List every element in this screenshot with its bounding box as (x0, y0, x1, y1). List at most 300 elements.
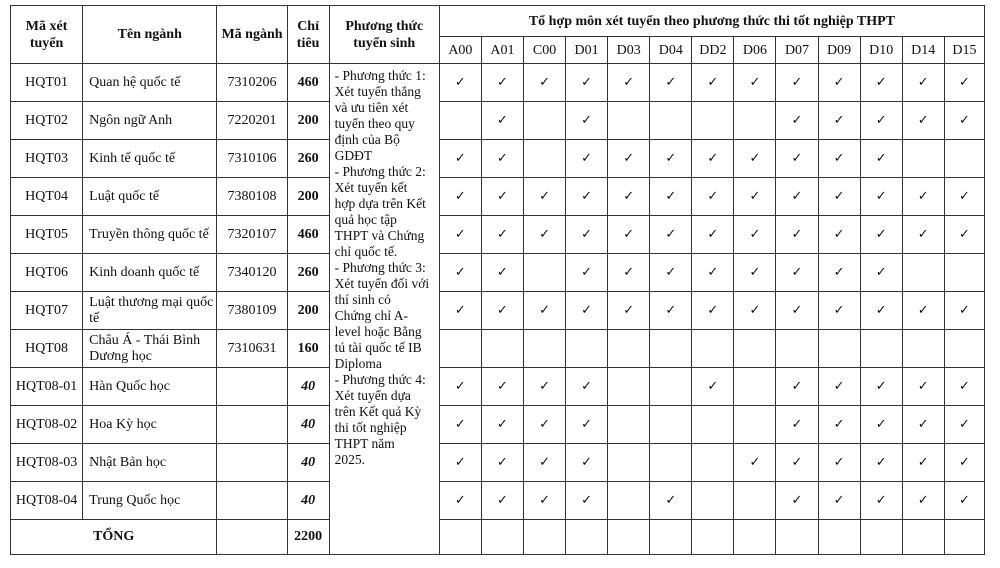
check-icon: ✓ (791, 188, 803, 204)
check-cell-d04 (650, 406, 692, 444)
check-cell-d14 (902, 292, 944, 330)
check-cell-c00 (524, 102, 566, 140)
check-icon: ✓ (581, 264, 593, 280)
table-row (11, 64, 985, 102)
row-quota: 200 (287, 292, 329, 330)
check-cell-a00 (439, 368, 481, 406)
check-cell-c00 (524, 292, 566, 330)
row-name: Ngôn ngữ Anh (83, 102, 217, 140)
check-icon: ✓ (917, 416, 929, 432)
row-name: Quan hệ quốc tế (83, 64, 217, 102)
check-cell-a01 (481, 178, 523, 216)
check-icon: ✓ (581, 492, 593, 508)
check-icon: ✓ (958, 492, 970, 508)
total-cell-a01 (481, 520, 523, 555)
check-icon: ✓ (707, 150, 719, 166)
check-cell-a01 (481, 368, 523, 406)
combo-header-a00: A00 (439, 37, 481, 64)
check-icon: ✓ (833, 150, 845, 166)
total-cell-d06 (734, 520, 776, 555)
combo-header-d04: D04 (650, 37, 692, 64)
check-icon: ✓ (454, 150, 466, 166)
header-quota: Chỉ tiêu (287, 6, 329, 64)
check-icon: ✓ (665, 150, 677, 166)
check-cell-dd2 (692, 330, 734, 368)
check-cell-a01 (481, 102, 523, 140)
check-cell-d03 (608, 64, 650, 102)
method-line: thí sinh có (334, 292, 391, 307)
check-icon: ✓ (791, 302, 803, 318)
method-line: Diploma (334, 356, 382, 371)
check-cell-dd2 (692, 140, 734, 178)
row-code: HQT06 (11, 254, 83, 292)
check-icon: ✓ (917, 188, 929, 204)
check-icon: ✓ (623, 150, 635, 166)
check-cell-d03 (608, 292, 650, 330)
method-line: hợp dựa trên Kết (334, 196, 426, 211)
total-empty (217, 520, 287, 555)
check-icon: ✓ (454, 454, 466, 470)
check-cell-d09 (818, 140, 860, 178)
check-icon: ✓ (958, 112, 970, 128)
check-cell-c00 (524, 140, 566, 178)
check-cell-d10 (860, 292, 902, 330)
check-cell-a00 (439, 292, 481, 330)
row-code: HQT08-02 (11, 406, 83, 444)
check-icon: ✓ (665, 226, 677, 242)
method-line: Xét tuyển dựa (334, 388, 411, 403)
row-name: Hàn Quốc học (83, 368, 217, 406)
check-cell-d10 (860, 102, 902, 140)
check-icon: ✓ (791, 226, 803, 242)
check-cell-d07 (776, 64, 818, 102)
check-cell-a00 (439, 444, 481, 482)
check-cell-d04 (650, 330, 692, 368)
check-cell-c00 (524, 444, 566, 482)
row-quota: 40 (287, 368, 329, 406)
check-cell-d15 (944, 178, 984, 216)
method-line: thi tốt nghiệp (334, 420, 407, 435)
check-cell-d14 (902, 216, 944, 254)
check-cell-d07 (776, 140, 818, 178)
method-line: THPT và Chứng (334, 228, 425, 243)
check-cell-d15 (944, 368, 984, 406)
check-cell-d15 (944, 254, 984, 292)
check-icon: ✓ (707, 302, 719, 318)
check-cell-d01 (566, 406, 608, 444)
combo-header-d06: D06 (734, 37, 776, 64)
check-cell-d01 (566, 482, 608, 520)
admission-table (10, 5, 985, 555)
check-icon: ✓ (749, 302, 761, 318)
check-cell-c00 (524, 368, 566, 406)
check-icon: ✓ (707, 264, 719, 280)
check-icon: ✓ (833, 264, 845, 280)
check-cell-d07 (776, 482, 818, 520)
combo-header-d01: D01 (566, 37, 608, 64)
check-icon: ✓ (497, 378, 508, 394)
check-icon: ✓ (875, 74, 887, 90)
row-code: HQT02 (11, 102, 83, 140)
check-icon: ✓ (454, 378, 466, 394)
check-cell-d15 (944, 482, 984, 520)
combo-header-d07: D07 (776, 37, 818, 64)
row-code: HQT04 (11, 178, 83, 216)
check-cell-d14 (902, 64, 944, 102)
table-row (11, 406, 985, 444)
method-line: Xét tuyển thẳng (334, 84, 421, 99)
method-line: 2025. (334, 452, 365, 467)
check-cell-d07 (776, 330, 818, 368)
table-row (11, 444, 985, 482)
method-line: - Phương thức 2: (334, 164, 426, 179)
check-icon: ✓ (539, 416, 550, 432)
check-icon: ✓ (497, 226, 508, 242)
check-cell-a00 (439, 254, 481, 292)
check-cell-d06 (734, 64, 776, 102)
combo-header-dd2: DD2 (692, 37, 734, 64)
row-major-code: 7310631 (217, 330, 287, 368)
check-cell-d06 (734, 444, 776, 482)
check-icon: ✓ (581, 416, 593, 432)
check-cell-d09 (818, 444, 860, 482)
check-icon: ✓ (917, 112, 929, 128)
total-label: TỔNG (11, 520, 217, 555)
check-icon: ✓ (749, 454, 761, 470)
check-cell-d03 (608, 254, 650, 292)
check-icon: ✓ (791, 112, 803, 128)
check-cell-d10 (860, 254, 902, 292)
check-icon: ✓ (454, 188, 466, 204)
check-cell-d09 (818, 254, 860, 292)
check-icon: ✓ (581, 188, 593, 204)
total-cell-d10 (860, 520, 902, 555)
check-cell-d04 (650, 444, 692, 482)
check-cell-c00 (524, 406, 566, 444)
check-cell-d09 (818, 368, 860, 406)
check-cell-d04 (650, 368, 692, 406)
row-major-code (217, 368, 287, 406)
check-icon: ✓ (917, 492, 929, 508)
check-cell-a00 (439, 178, 481, 216)
row-major-code (217, 482, 287, 520)
check-icon: ✓ (454, 74, 466, 90)
check-cell-dd2 (692, 102, 734, 140)
check-cell-d01 (566, 140, 608, 178)
check-cell-a00 (439, 482, 481, 520)
check-icon: ✓ (623, 302, 635, 318)
row-code: HQT08-03 (11, 444, 83, 482)
check-icon: ✓ (917, 378, 929, 394)
table-row (11, 330, 985, 368)
check-icon: ✓ (665, 264, 677, 280)
row-name: Hoa Kỳ học (83, 406, 217, 444)
check-icon: ✓ (623, 264, 635, 280)
check-icon: ✓ (833, 74, 845, 90)
check-icon: ✓ (833, 112, 845, 128)
check-cell-d07 (776, 102, 818, 140)
check-icon: ✓ (539, 226, 550, 242)
header-row-1 (11, 6, 985, 37)
check-icon: ✓ (917, 302, 929, 318)
check-cell-c00 (524, 64, 566, 102)
row-major-code: 7320107 (217, 216, 287, 254)
check-cell-a01 (481, 330, 523, 368)
row-major-code: 7380109 (217, 292, 287, 330)
row-code: HQT05 (11, 216, 83, 254)
check-cell-d09 (818, 178, 860, 216)
check-cell-d07 (776, 444, 818, 482)
check-icon: ✓ (958, 74, 970, 90)
check-cell-d09 (818, 330, 860, 368)
check-cell-a01 (481, 406, 523, 444)
row-name: Luật thương mại quốc tế (83, 292, 217, 330)
check-cell-d04 (650, 102, 692, 140)
row-code: HQT08 (11, 330, 83, 368)
check-cell-d15 (944, 292, 984, 330)
row-major-code: 7340120 (217, 254, 287, 292)
method-line: - Phương thức 3: (334, 260, 426, 275)
row-major-code: 7310206 (217, 64, 287, 102)
check-cell-d07 (776, 406, 818, 444)
table-body (11, 64, 985, 555)
check-cell-d04 (650, 482, 692, 520)
check-cell-d07 (776, 254, 818, 292)
check-cell-d14 (902, 406, 944, 444)
method-line: và ưu tiên xét (334, 100, 409, 115)
check-icon: ✓ (665, 74, 677, 90)
check-icon: ✓ (707, 378, 719, 394)
check-icon: ✓ (497, 492, 508, 508)
row-name: Nhật Bản học (83, 444, 217, 482)
check-icon: ✓ (581, 150, 593, 166)
check-cell-c00 (524, 330, 566, 368)
check-icon: ✓ (665, 188, 677, 204)
check-icon: ✓ (749, 150, 761, 166)
check-cell-d03 (608, 482, 650, 520)
row-code: HQT07 (11, 292, 83, 330)
check-cell-dd2 (692, 254, 734, 292)
check-icon: ✓ (958, 226, 970, 242)
row-quota: 260 (287, 254, 329, 292)
table-row (11, 178, 985, 216)
check-cell-d04 (650, 216, 692, 254)
check-cell-a00 (439, 140, 481, 178)
method-line: định của Bộ (334, 132, 400, 147)
check-icon: ✓ (791, 74, 803, 90)
check-cell-d01 (566, 254, 608, 292)
check-icon: ✓ (749, 226, 761, 242)
check-icon: ✓ (454, 416, 466, 432)
check-icon: ✓ (581, 226, 593, 242)
total-cell-d15 (944, 520, 984, 555)
check-icon: ✓ (539, 302, 550, 318)
check-cell-d14 (902, 368, 944, 406)
check-icon: ✓ (791, 454, 803, 470)
check-icon: ✓ (581, 302, 593, 318)
check-cell-d03 (608, 140, 650, 178)
check-cell-d10 (860, 330, 902, 368)
check-icon: ✓ (623, 74, 635, 90)
row-major-code (217, 444, 287, 482)
check-icon: ✓ (875, 454, 887, 470)
table-row (11, 292, 985, 330)
check-icon: ✓ (833, 226, 845, 242)
check-cell-d01 (566, 178, 608, 216)
check-cell-d03 (608, 406, 650, 444)
total-cell-c00 (524, 520, 566, 555)
check-icon: ✓ (539, 378, 550, 394)
check-cell-dd2 (692, 406, 734, 444)
check-cell-a00 (439, 330, 481, 368)
check-cell-d03 (608, 216, 650, 254)
row-quota: 200 (287, 178, 329, 216)
check-icon: ✓ (539, 492, 550, 508)
method-line: chỉ quốc tế. (334, 244, 398, 259)
row-code: HQT08-01 (11, 368, 83, 406)
check-icon: ✓ (833, 492, 845, 508)
check-icon: ✓ (875, 492, 887, 508)
row-major-code: 7380108 (217, 178, 287, 216)
row-quota: 260 (287, 140, 329, 178)
check-cell-d07 (776, 292, 818, 330)
check-icon: ✓ (875, 302, 887, 318)
combo-header-d15: D15 (944, 37, 984, 64)
check-cell-d14 (902, 102, 944, 140)
check-cell-c00 (524, 254, 566, 292)
check-cell-d10 (860, 444, 902, 482)
check-cell-d06 (734, 140, 776, 178)
check-cell-d15 (944, 64, 984, 102)
method-line: Xét tuyển kết (334, 180, 408, 195)
check-icon: ✓ (958, 416, 970, 432)
combo-header-d14: D14 (902, 37, 944, 64)
table-row (11, 482, 985, 520)
check-icon: ✓ (791, 492, 803, 508)
row-major-code: 7310106 (217, 140, 287, 178)
check-icon: ✓ (497, 150, 508, 166)
check-cell-d15 (944, 216, 984, 254)
check-cell-d06 (734, 368, 776, 406)
check-cell-a00 (439, 102, 481, 140)
check-cell-d01 (566, 64, 608, 102)
check-cell-a00 (439, 216, 481, 254)
table-row (11, 140, 985, 178)
check-cell-d03 (608, 444, 650, 482)
check-cell-d10 (860, 64, 902, 102)
check-cell-d14 (902, 178, 944, 216)
check-cell-d03 (608, 178, 650, 216)
check-icon: ✓ (749, 188, 761, 204)
check-cell-d10 (860, 178, 902, 216)
check-cell-d07 (776, 178, 818, 216)
check-cell-d01 (566, 102, 608, 140)
check-cell-d09 (818, 406, 860, 444)
check-cell-d10 (860, 140, 902, 178)
check-icon: ✓ (917, 74, 929, 90)
check-icon: ✓ (875, 416, 887, 432)
header-combos-title: Tổ hợp môn xét tuyển theo phương thức thi tốt nghiệp THPT (439, 6, 984, 37)
check-icon: ✓ (833, 378, 845, 394)
admission-methods (329, 64, 439, 555)
total-cell-d04 (650, 520, 692, 555)
check-cell-d06 (734, 102, 776, 140)
check-cell-d09 (818, 216, 860, 254)
row-code: HQT08-04 (11, 482, 83, 520)
check-cell-d01 (566, 444, 608, 482)
combo-header-d10: D10 (860, 37, 902, 64)
check-cell-d03 (608, 368, 650, 406)
check-cell-d09 (818, 102, 860, 140)
check-icon: ✓ (958, 302, 970, 318)
check-icon: ✓ (707, 188, 719, 204)
check-icon: ✓ (539, 454, 550, 470)
check-cell-d01 (566, 330, 608, 368)
check-cell-a01 (481, 254, 523, 292)
method-line: level hoặc Bằng (334, 324, 422, 339)
combo-header-c00: C00 (524, 37, 566, 64)
check-cell-a01 (481, 140, 523, 178)
check-cell-d03 (608, 330, 650, 368)
check-cell-d14 (902, 444, 944, 482)
row-name: Truyền thông quốc tế (83, 216, 217, 254)
total-value: 2200 (287, 520, 329, 555)
table-row (11, 216, 985, 254)
method-line: GDĐT (334, 148, 373, 163)
total-cell-d09 (818, 520, 860, 555)
method-line: Xét tuyển đối với (334, 276, 430, 291)
row-name: Kinh doanh quốc tế (83, 254, 217, 292)
check-cell-dd2 (692, 64, 734, 102)
check-icon: ✓ (875, 150, 887, 166)
row-code: HQT01 (11, 64, 83, 102)
check-icon: ✓ (791, 150, 803, 166)
check-cell-d09 (818, 482, 860, 520)
check-cell-dd2 (692, 292, 734, 330)
check-cell-d15 (944, 102, 984, 140)
check-icon: ✓ (454, 226, 466, 242)
combo-header-a01: A01 (481, 37, 523, 64)
header-code: Mã xét tuyển (11, 6, 83, 64)
check-cell-c00 (524, 178, 566, 216)
total-cell-d01 (566, 520, 608, 555)
check-cell-d14 (902, 330, 944, 368)
check-cell-dd2 (692, 178, 734, 216)
check-cell-a01 (481, 482, 523, 520)
check-icon: ✓ (497, 302, 508, 318)
check-icon: ✓ (497, 112, 508, 128)
check-cell-d14 (902, 254, 944, 292)
check-icon: ✓ (707, 226, 719, 242)
check-cell-a00 (439, 64, 481, 102)
check-cell-dd2 (692, 368, 734, 406)
method-line: Chứng chỉ A- (334, 308, 408, 323)
check-cell-d06 (734, 406, 776, 444)
method-line: tú tài quốc tế IB (334, 340, 422, 355)
row-major-code: 7220201 (217, 102, 287, 140)
check-icon: ✓ (749, 74, 761, 90)
check-cell-d06 (734, 482, 776, 520)
check-icon: ✓ (581, 454, 593, 470)
check-icon: ✓ (454, 302, 466, 318)
check-icon: ✓ (623, 226, 635, 242)
check-cell-dd2 (692, 444, 734, 482)
check-cell-a01 (481, 64, 523, 102)
table-row (11, 102, 985, 140)
check-cell-c00 (524, 216, 566, 254)
row-quota: 460 (287, 216, 329, 254)
row-quota: 200 (287, 102, 329, 140)
